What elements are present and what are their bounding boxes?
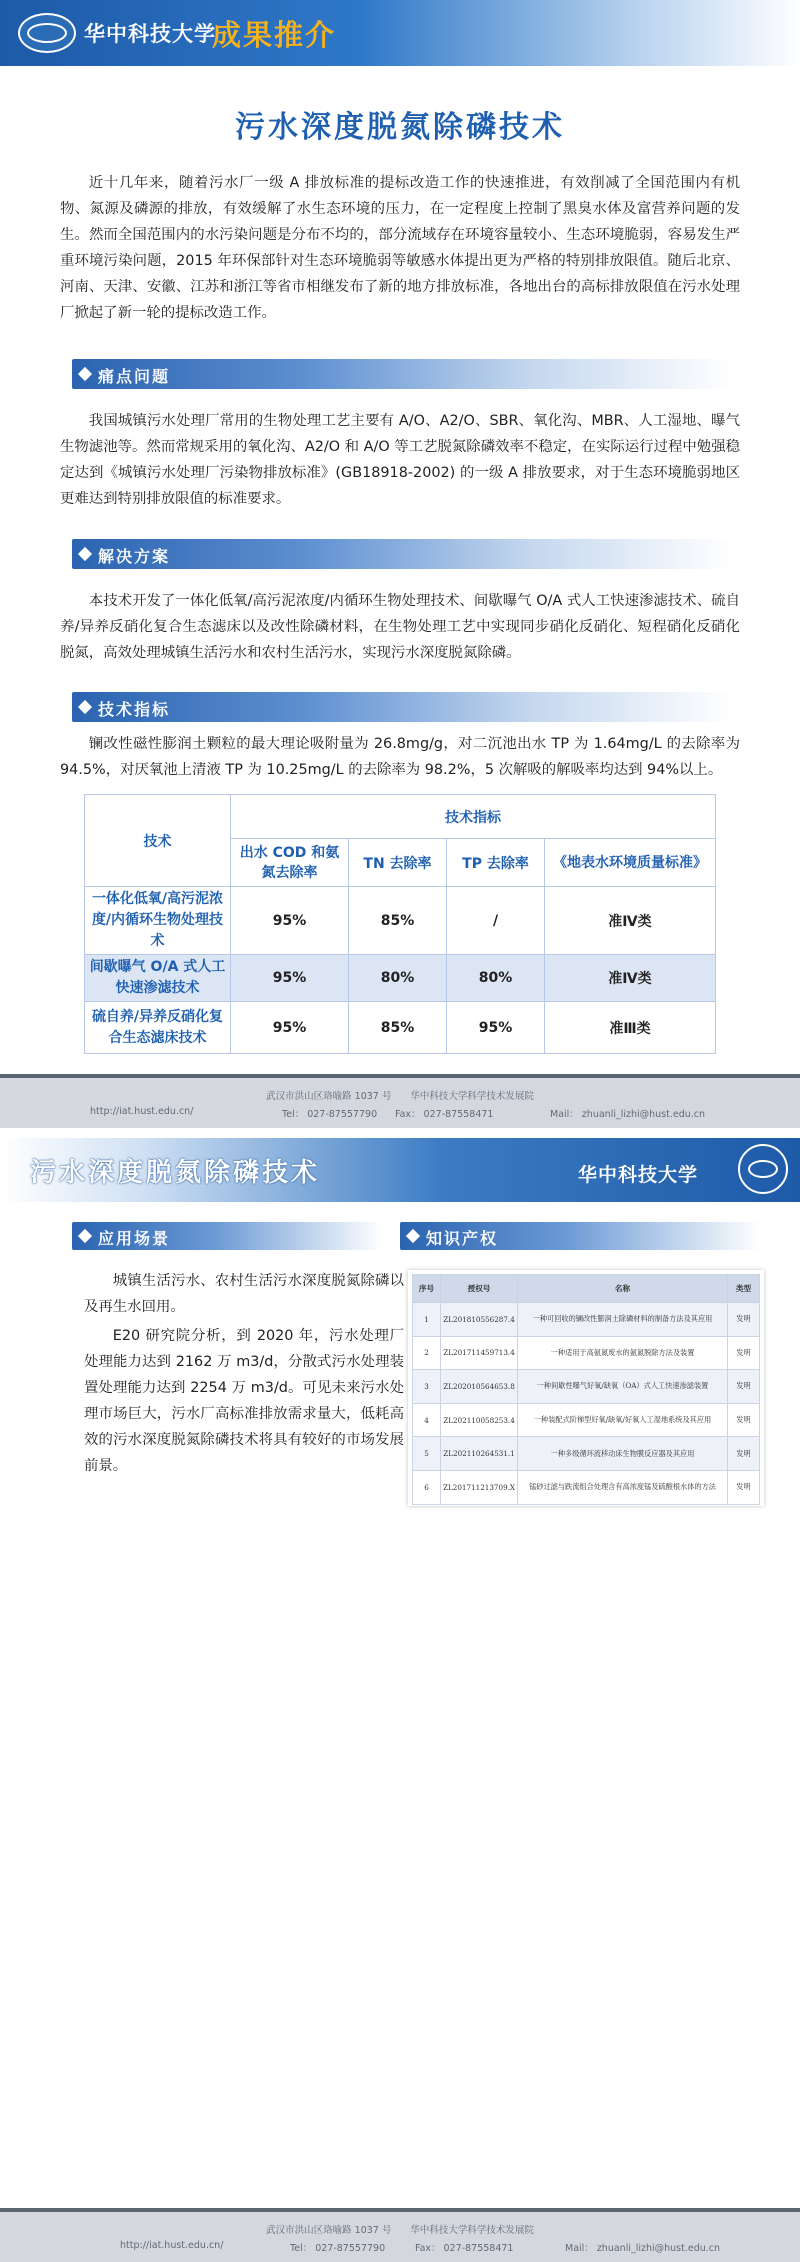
table-cell: 95%: [447, 1002, 545, 1054]
indicators-paragraph: 镧改性磁性膨润土颗粒的最大理论吸附量为 26.8mg/g，对二沉池出水 TP 为 1.64mg/L 的去除率为 94.5%，对厌氧池上清液 TP 为 10.25mg/L 的去除率为 98.2%，5 次解吸的解吸率均达到 94%以上。: [60, 736, 740, 778]
patent-row: [413, 1303, 760, 1337]
table-cell: 80%: [349, 955, 447, 1002]
section-header-ip: [400, 1222, 760, 1250]
table-row: [85, 887, 716, 955]
table-cell: 95%: [231, 1002, 349, 1054]
section-title-indicators: 技术指标: [98, 700, 171, 719]
diamond-icon: [78, 367, 92, 381]
table-row: [85, 955, 716, 1002]
table-col-header: 出水 COD 和氨氮去除率: [231, 839, 349, 887]
patent-type: 发明: [728, 1303, 760, 1337]
patent-id: ZL202110264531.1: [441, 1437, 518, 1471]
table-col-header: TN 去除率: [349, 839, 447, 887]
footer-url-link[interactable]: http://iat.hust.edu.cn/: [120, 2240, 224, 2251]
table-header-group: 技术指标: [231, 795, 716, 839]
patent-no: 1: [413, 1303, 441, 1337]
patent-id: ZL202110058253.4: [441, 1403, 518, 1437]
patent-row: [413, 1470, 760, 1504]
table-cell: 准Ⅳ类: [545, 887, 716, 955]
patent-header: 序号: [413, 1275, 441, 1303]
table-cell: 95%: [231, 887, 349, 955]
table-cell: 准Ⅲ类: [545, 1002, 716, 1054]
intro-paragraph: 近十几年来，随着污水厂一级 A 排放标准的提标改造工作的快速推进，有效削减了全国范围内有机物、氮源及磷源的排放，有效缓解了水生态环境的压力，在一定程度上控制了黑臭水体及富营养问题的发生。然而全国范围内的水污染问题是分布不均的，部分流域存在环境容量较小、生态环境脆弱，容易发生严重环境污染问题，2015 年环保部针对生态环境脆弱等敏感水体提出更为严格的特别排放限值。随后北京、河南、天津、安徽、江苏和浙江等省市相继发布了新的地方排放标准，各地出台的高标排放限值在污水处理厂掀起了新一轮的提标改造工作。: [60, 175, 740, 321]
table-cell: /: [447, 887, 545, 955]
diamond-icon: [406, 1229, 420, 1243]
patent-header: 类型: [728, 1275, 760, 1303]
footer-mail-link[interactable]: Mail： zhuanli_lizhi@hust.edu.cn: [550, 1109, 706, 1120]
section-header-indicators: [72, 692, 732, 722]
patent-row: [413, 1336, 760, 1370]
footer-address: 武汉市洪山区珞喻路 1037 号 华中科技大学科学技术发展院: [266, 1091, 534, 1102]
footer-divider: [0, 2208, 800, 2212]
header2-title: 污水深度脱氮除磷技术: [30, 1158, 321, 1188]
section-header-application: [72, 1222, 382, 1250]
application-paragraph-2: E20 研究院分析，到 2020 年，污水处理厂处理能力达到 2162 万 m3/d，分散式污水处理装置处理能力达到 2254 万 m3/d。可见未来污水处理市场巨大，污水厂高标准排放需求量大，低耗高效的污水深度脱氮除磷技术将具有较好的市场发展前景。: [84, 1328, 404, 1474]
patent-id: ZL201810556287.4: [441, 1303, 518, 1337]
footer-divider: [0, 1074, 800, 1078]
footer-fax: Fax： 027-87558471: [415, 2243, 514, 2254]
table-row-name: 硫自养/异养反硝化复合生态滤床技术: [85, 1002, 231, 1054]
patent-name: 一种间歇性曝气好氧/缺氧（OA）式人工快速渗滤装置: [518, 1370, 728, 1404]
patent-no: 5: [413, 1437, 441, 1471]
tech-indicators-table: [84, 794, 716, 1054]
patent-name: 一种可回收的镧改性膨润土除磷材料的制备方法及其应用: [518, 1303, 728, 1337]
patent-header: 授权号: [441, 1275, 518, 1303]
patent-id: ZL202010564653.8: [441, 1370, 518, 1404]
diamond-icon: [78, 700, 92, 714]
patent-id: ZL201711459713.4: [441, 1336, 518, 1370]
patent-header: 名称: [518, 1275, 728, 1303]
table-cell: 80%: [447, 955, 545, 1002]
header2-university: 华中科技大学: [578, 1164, 699, 1186]
diamond-icon: [78, 547, 92, 561]
table-cell: 95%: [231, 955, 349, 1002]
footer-url-link[interactable]: http://iat.hust.edu.cn/: [90, 1106, 194, 1117]
table-cell: 准Ⅳ类: [545, 955, 716, 1002]
patent-name: 锰砂过滤与跌流组合处理含有高浓度锰及硫酸根水体的方法: [518, 1470, 728, 1504]
footer-tel: Tel： 027-87557790: [282, 1109, 378, 1120]
application-paragraph-1: 城镇生活污水、农村生活污水深度脱氮除磷以及再生水回用。: [84, 1273, 404, 1315]
footer-address: 武汉市洪山区珞喻路 1037 号 华中科技大学科学技术发展院: [266, 2225, 534, 2236]
patent-id: ZL201711213709.X: [441, 1470, 518, 1504]
patent-no: 6: [413, 1470, 441, 1504]
table-row-name: 间歇曝气 O/A 式人工快速渗滤技术: [85, 955, 231, 1002]
patent-table-image: [408, 1270, 764, 1506]
patent-type: 发明: [728, 1336, 760, 1370]
table-header-tech: 技术: [85, 795, 231, 887]
patent-table: [412, 1274, 760, 1505]
patent-no: 3: [413, 1370, 441, 1404]
university-logo-icon: [738, 1144, 788, 1194]
footer-mail-link[interactable]: Mail： zhuanli_lizhi@hust.edu.cn: [565, 2243, 721, 2254]
patent-type: 发明: [728, 1370, 760, 1404]
patent-row: [413, 1403, 760, 1437]
page2-header: [0, 1138, 800, 1202]
patent-type: 发明: [728, 1437, 760, 1471]
patent-row: [413, 1370, 760, 1404]
patent-type: 发明: [728, 1403, 760, 1437]
section-title-solution: 解决方案: [98, 547, 171, 566]
solution-paragraph: 本技术开发了一体化低氧/高污泥浓度/内循环生物处理技术、间歇曝气 O/A 式人工快速渗滤技术、硫自养/异养反硝化复合生态滤床以及改性除磷材料，在生物处理工艺中实现同步硝化反硝化、短程硝化反硝化脱氮，高效处理城镇生活污水和农村生活污水，实现污水深度脱氮除磷。: [60, 593, 740, 661]
diamond-icon: [78, 1229, 92, 1243]
patent-type: 发明: [728, 1470, 760, 1504]
university-logo-icon: [18, 13, 76, 53]
page2-footer: [0, 2208, 800, 2262]
table-row: [85, 1002, 716, 1054]
header-university: 华中科技大学: [84, 22, 216, 46]
patent-name: 一种多级循环流移动床生物膜反应器及其应用: [518, 1437, 728, 1471]
section-title-application: 应用场景: [98, 1229, 171, 1248]
page1-footer: [0, 1074, 800, 1128]
header-tagline: 成果推介: [212, 18, 337, 52]
pain-paragraph: 我国城镇污水处理厂常用的生物处理工艺主要有 A/O、A2/O、SBR、氧化沟、MBR、人工湿地、曝气生物滤池等。然而常规采用的氧化沟、A2/O 和 A/O 等工艺脱氮除磷效率不稳定，在实际运行过程中勉强稳定达到《城镇污水处理厂污染物排放标准》(GB18918-2002) 的一级 A 排放要求，对于生态环境脆弱地区更难达到特别排放限值的标准要求。: [60, 413, 740, 507]
table-col-header: TP 去除率: [447, 839, 545, 887]
page-title: 污水深度脱氮除磷技术: [235, 110, 565, 145]
section-title-ip: 知识产权: [426, 1229, 499, 1248]
table-col-header: 《地表水环境质量标准》: [545, 839, 716, 887]
table-row-name: 一体化低氧/高污泥浓度/内循环生物处理技术: [85, 887, 231, 955]
patent-no: 4: [413, 1403, 441, 1437]
section-header-solution: [72, 539, 732, 569]
footer-tel: Tel： 027-87557790: [290, 2243, 386, 2254]
patent-name: 一种装配式阶梯型好氧/缺氧/好氧人工湿地系统及其应用: [518, 1403, 728, 1437]
page1-header: [0, 0, 800, 66]
table-cell: 85%: [349, 887, 447, 955]
section-header-pain: [72, 359, 732, 389]
table-cell: 85%: [349, 1002, 447, 1054]
footer-fax: Fax： 027-87558471: [395, 1109, 494, 1120]
patent-row: [413, 1437, 760, 1471]
patent-no: 2: [413, 1336, 441, 1370]
section-title-pain: 痛点问题: [98, 367, 171, 386]
patent-name: 一种适用于高氨氮废水的氨氮脱除方法及装置: [518, 1336, 728, 1370]
